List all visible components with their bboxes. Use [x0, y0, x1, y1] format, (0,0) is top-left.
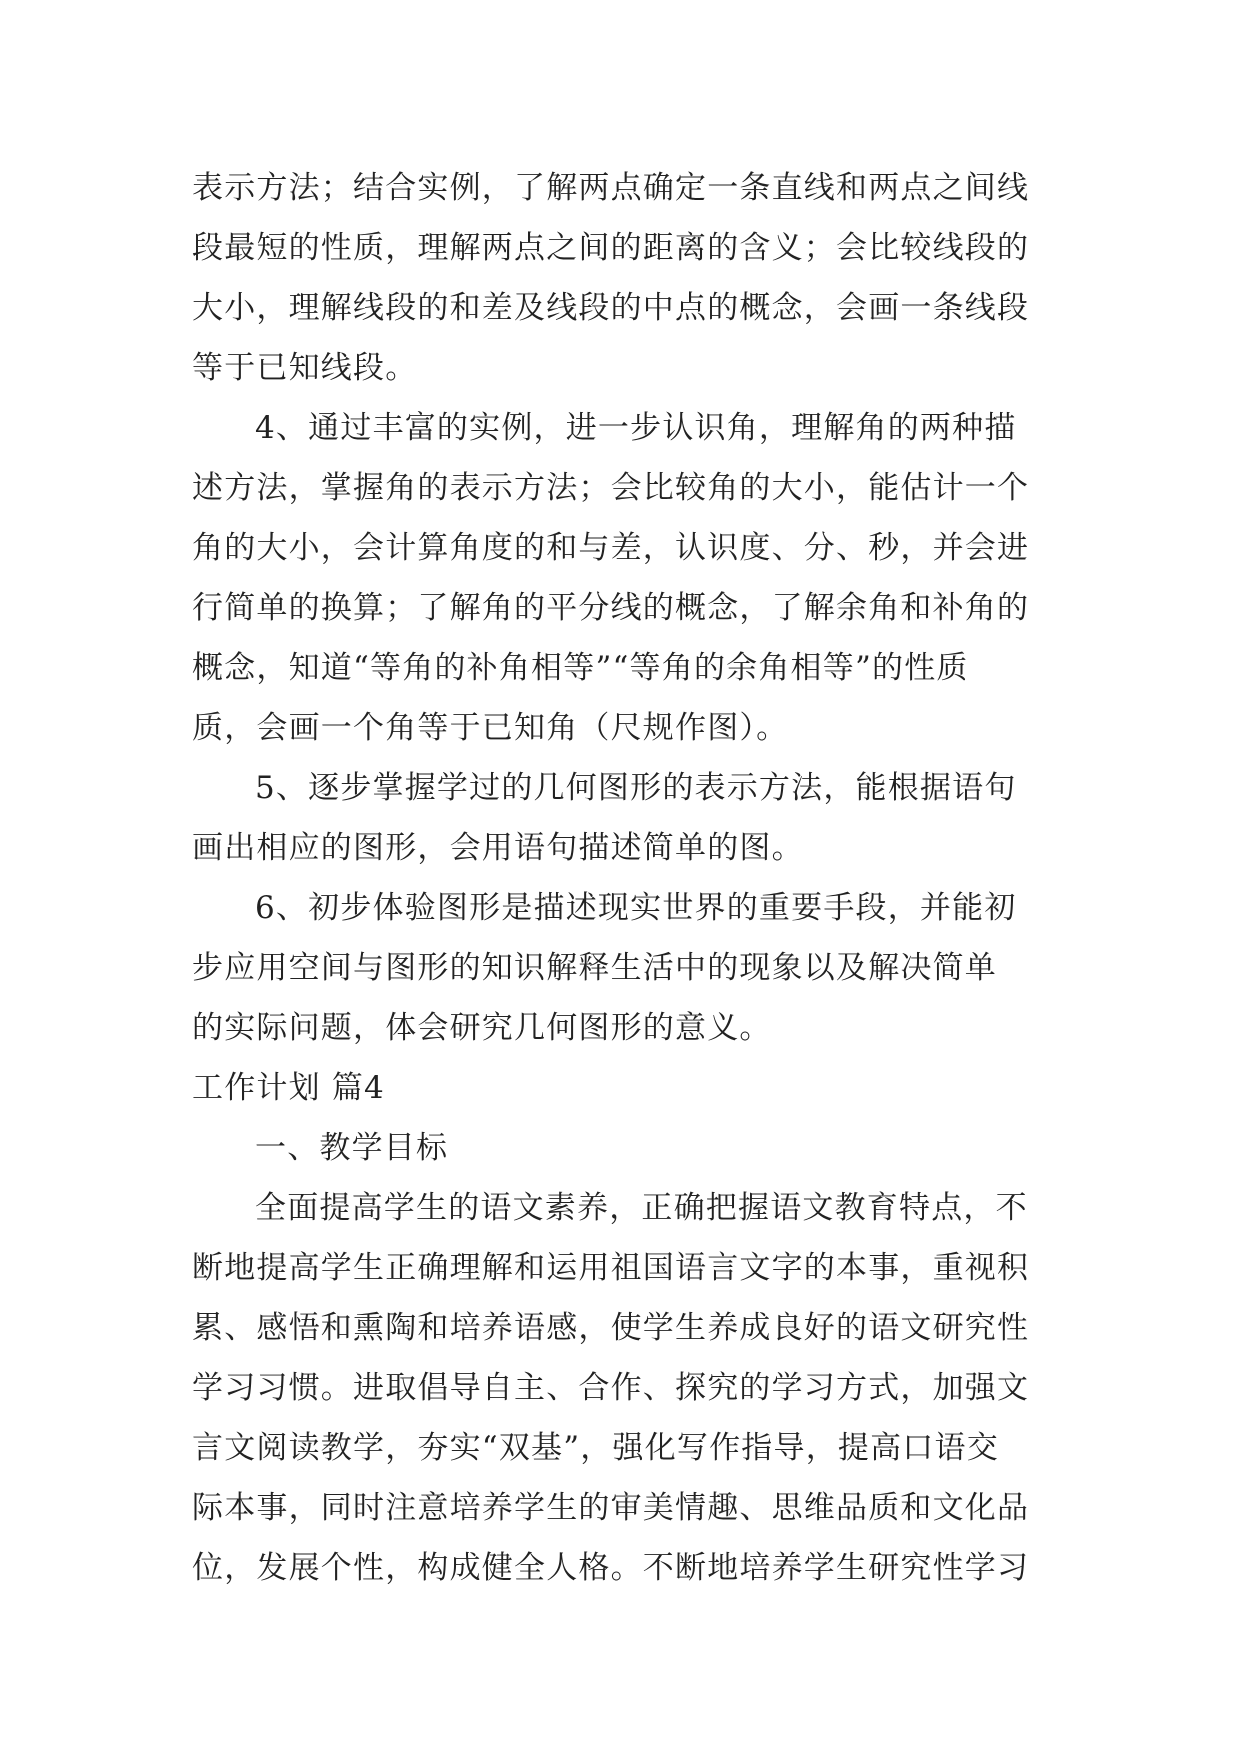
document-body: [192, 158, 1050, 1598]
text-line: 断地提高学生正确理解和运用祖国语言文字的本事，重视积: [192, 1250, 1030, 1286]
paragraph-item-6-line: 6、初步体验图形是描述现实世界的重要手段，并能初: [255, 890, 1017, 926]
text-line: 等于已知线段。: [192, 350, 418, 386]
text-line: 角的大小，会计算角度的和与差，认识度、分、秒，并会进: [192, 530, 1030, 566]
text-line: 的实际问题，体会研究几何图形的意义。: [192, 1010, 772, 1046]
section-heading: 工作计划 篇4: [192, 1070, 385, 1106]
paragraph-item-4-line: 4、通过丰富的实例，进一步认识角，理解角的两种描: [255, 410, 1017, 446]
text-line: 述方法，掌握角的表示方法；会比较角的大小，能估计一个: [192, 470, 1030, 506]
text-line: 位，发展个性，构成健全人格。不断地培养学生研究性学习: [192, 1550, 1030, 1586]
text-line: 段最短的性质，理解两点之间的距离的含义；会比较线段的: [192, 230, 1030, 266]
text-line: 大小，理解线段的和差及线段的中点的概念，会画一条线段: [192, 290, 1030, 326]
text-line: 步应用空间与图形的知识解释生活中的现象以及解决简单: [192, 950, 997, 986]
text-line: 表示方法；结合实例，了解两点确定一条直线和两点之间线: [192, 170, 1030, 206]
text-line: 概念，知道“等角的补角相等”“等角的余角相等”的性质: [192, 650, 969, 686]
text-line: 学习习惯。进取倡导自主、合作、探究的学习方式，加强文: [192, 1370, 1030, 1406]
paragraph-first-line: 全面提高学生的语文素养，正确把握语文教育特点，不: [255, 1190, 1028, 1226]
text-line: 际本事，同时注意培养学生的审美情趣、思维品质和文化品: [192, 1490, 1030, 1526]
text-line: 画出相应的图形，会用语句描述简单的图。: [192, 830, 804, 866]
text-line: 行简单的换算；了解角的平分线的概念，了解余角和补角的: [192, 590, 1030, 626]
text-line: 言文阅读教学，夯实“双基”，强化写作指导，提高口语交: [192, 1430, 999, 1466]
subsection-heading: 一、教学目标: [255, 1130, 449, 1166]
text-line: 累、感悟和熏陶和培养语感，使学生养成良好的语文研究性: [192, 1310, 1030, 1346]
paragraph-item-5-line: 5、逐步掌握学过的几何图形的表示方法，能根据语句: [255, 770, 1017, 806]
text-line: 质，会画一个角等于已知角（尺规作图）。: [192, 710, 789, 746]
